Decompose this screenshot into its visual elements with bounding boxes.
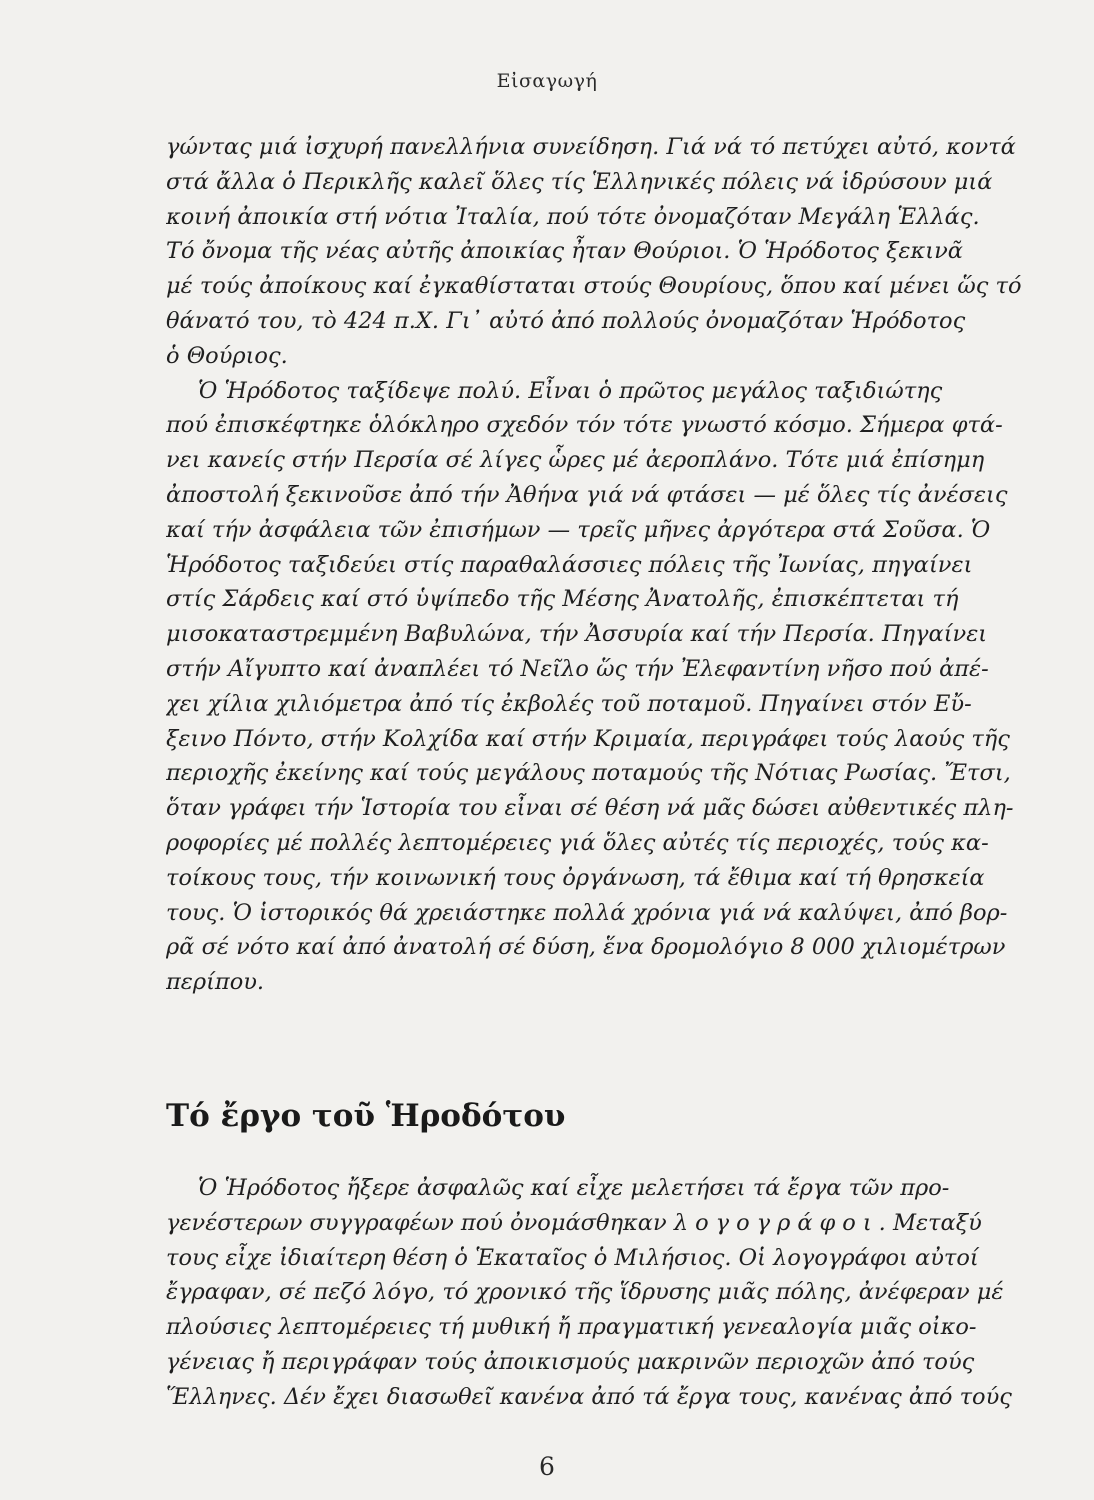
- text-line: ὅταν γράφει τήν Ἱστορία του εἶναι σέ θέση νά μᾶς δώσει αὐθεντικές πλη-: [166, 795, 1014, 822]
- text-line: μισοκαταστρεμμένη Βαβυλώνα, τήν Ἀσσυρία καί τήν Περσία. Πηγαίνει: [166, 621, 988, 648]
- text-line: Τό ὄνομα τῆς νέας αὐτῆς ἀποικίας ἦταν Θούριοι. Ὁ Ἡρόδοτος ξεκινᾶ: [166, 238, 963, 265]
- section-text-block: [166, 1171, 1036, 1415]
- text-line: τους. Ὁ ἱστορικός θά χρειάστηκε πολλά χρόνια γιά νά καλύψει, ἀπό βορ-: [166, 899, 1008, 926]
- text-line: Ὁ Ἡρόδοτος ἤξερε ἀσφαλῶς καί εἶχε μελετήσει τά ἔργα τῶν προ-: [198, 1175, 950, 1201]
- text-line: ἔγραφαν, σέ πεζό λόγο, τό χρονικό τῆς ἵδρυσης μιᾶς πόλης, ἀνέφεραν μέ: [166, 1279, 1004, 1306]
- text-line: Ἕλληνες. Δέν ἔχει διασωθεῖ κανένα ἀπό τά ἔργα τους, κανένας ἀπό τούς: [166, 1383, 1012, 1410]
- text-line: χει χίλια χιλιόμετρα ἀπό τίς ἐκβολές τοῦ ποταμοῦ. Πηγαίνει στόν Εὔ-: [166, 690, 972, 717]
- intro-text-block: [166, 130, 1036, 1000]
- text-line: γένειας ἤ περιγράφαν τούς ἀποικισμούς μακρινῶν περιοχῶν ἀπό τούς: [166, 1348, 975, 1375]
- text-line: ρᾶ σέ νότο καί ἀπό ἀνατολή σέ δύση, ἕνα δρομολόγιο 8 000 χιλιομέτρων: [166, 934, 1006, 961]
- text-line: πού ἐπισκέφτηκε ὁλόκληρο σχεδόν τόν τότε γνωστό κόσμο. Σήμερα φτά-: [166, 412, 1003, 439]
- page-number: 6: [539, 1452, 555, 1481]
- text-line: περιοχῆς ἐκείνης καί τούς μεγάλους ποταμούς τῆς Νότιας Ρωσίας. Ἔτσι,: [166, 760, 1011, 787]
- text-line: ροφορίες μέ πολλές λεπτομέρειες γιά ὅλες αὐτές τίς περιοχές, τούς κα-: [166, 829, 989, 856]
- text-line: ὁ Θούριος.: [166, 342, 288, 369]
- text-line: ἀποστολή ξεκινοῦσε ἀπό τήν Ἀθήνα γιά νά φτάσει — μέ ὅλες τίς ἀνέσεις: [166, 481, 1008, 508]
- text-line: στήν Αἴγυπτο καί ἀναπλέει τό Νεῖλο ὥς τήν Ἐλεφαντίνη νῆσο πού ἀπέ-: [166, 655, 989, 682]
- text-fragment: γενέστερων συγγραφέων πού ὀνομάσθηκαν: [166, 1209, 674, 1236]
- text-line: καί τήν ἀσφάλεια τῶν ἐπισήμων — τρεῖς μῆνες ἀργότερα στά Σοῦσα. Ὁ: [166, 516, 991, 543]
- text-line: περίπου.: [166, 969, 265, 996]
- text-line: τους εἶχε ἰδιαίτερη θέση ὁ Ἑκαταῖος ὁ Μιλήσιος. Οἱ λογογράφοι αὐτοί: [166, 1244, 979, 1271]
- text-fragment: . Μεταξύ: [878, 1209, 982, 1236]
- running-head: Εἰσαγωγή: [496, 70, 598, 92]
- text-line: [166, 1206, 1036, 1241]
- spaced-term: λογογράφοι: [673, 1209, 879, 1236]
- text-line: πλούσιες λεπτομέρειες τή μυθική ἤ πραγματική γενεαλογία μιᾶς οἰκο-: [166, 1314, 977, 1341]
- text-line: ξεινο Πόντο, στήν Κολχίδα καί στήν Κριμαία, περιγράφει τούς λαούς τῆς: [166, 725, 1010, 752]
- section-heading: Τό ἔργο τοῦ Ἡροδότου: [166, 1098, 566, 1134]
- text-line: νει κανείς στήν Περσία σέ λίγες ὧρες μέ ἀεροπλάνο. Τότε μιά ἐπίσημη: [166, 447, 985, 474]
- text-line: μέ τούς ἀποίκους καί ἐγκαθίσταται στούς Θουρίους, ὅπου καί μένει ὥς τό: [166, 273, 1022, 300]
- text-line: θάνατό του, τὸ 424 π.Χ. Γι᾽ αὐτό ἀπό πολλούς ὀνομαζόταν Ἡρόδοτος: [166, 307, 966, 334]
- text-line: Ὁ Ἡρόδοτος ταξίδεψε πολύ. Εἶναι ὁ πρῶτος μεγάλος ταξιδιώτης: [198, 377, 943, 404]
- text-line: τοίκους τους, τήν κοινωνική τους ὀργάνωση, τά ἔθιμα καί τή θρησκεία: [166, 864, 985, 891]
- text-line: κοινή ἀποικία στή νότια Ἰταλία, πού τότε ὀνομαζόταν Μεγάλη Ἑλλάς.: [166, 203, 980, 230]
- text-line: γώντας μιά ἰσχυρή πανελλήνια συνείδηση. Γιά νά τό πετύχει αὐτό, κοντά: [166, 134, 1016, 160]
- text-line: στίς Σάρδεις καί στό ὑψίπεδο τῆς Μέσης Ἀνατολῆς, ἐπισκέπτεται τή: [166, 586, 959, 613]
- text-line: στά ἄλλα ὁ Περικλῆς καλεῖ ὅλες τίς Ἑλληνικές πόλεις νά ἱδρύσουν μιά: [166, 168, 993, 195]
- text-line: Ἡρόδοτος ταξιδεύει στίς παραθαλάσσιες πόλεις τῆς Ἰωνίας, πηγαίνει: [166, 551, 973, 578]
